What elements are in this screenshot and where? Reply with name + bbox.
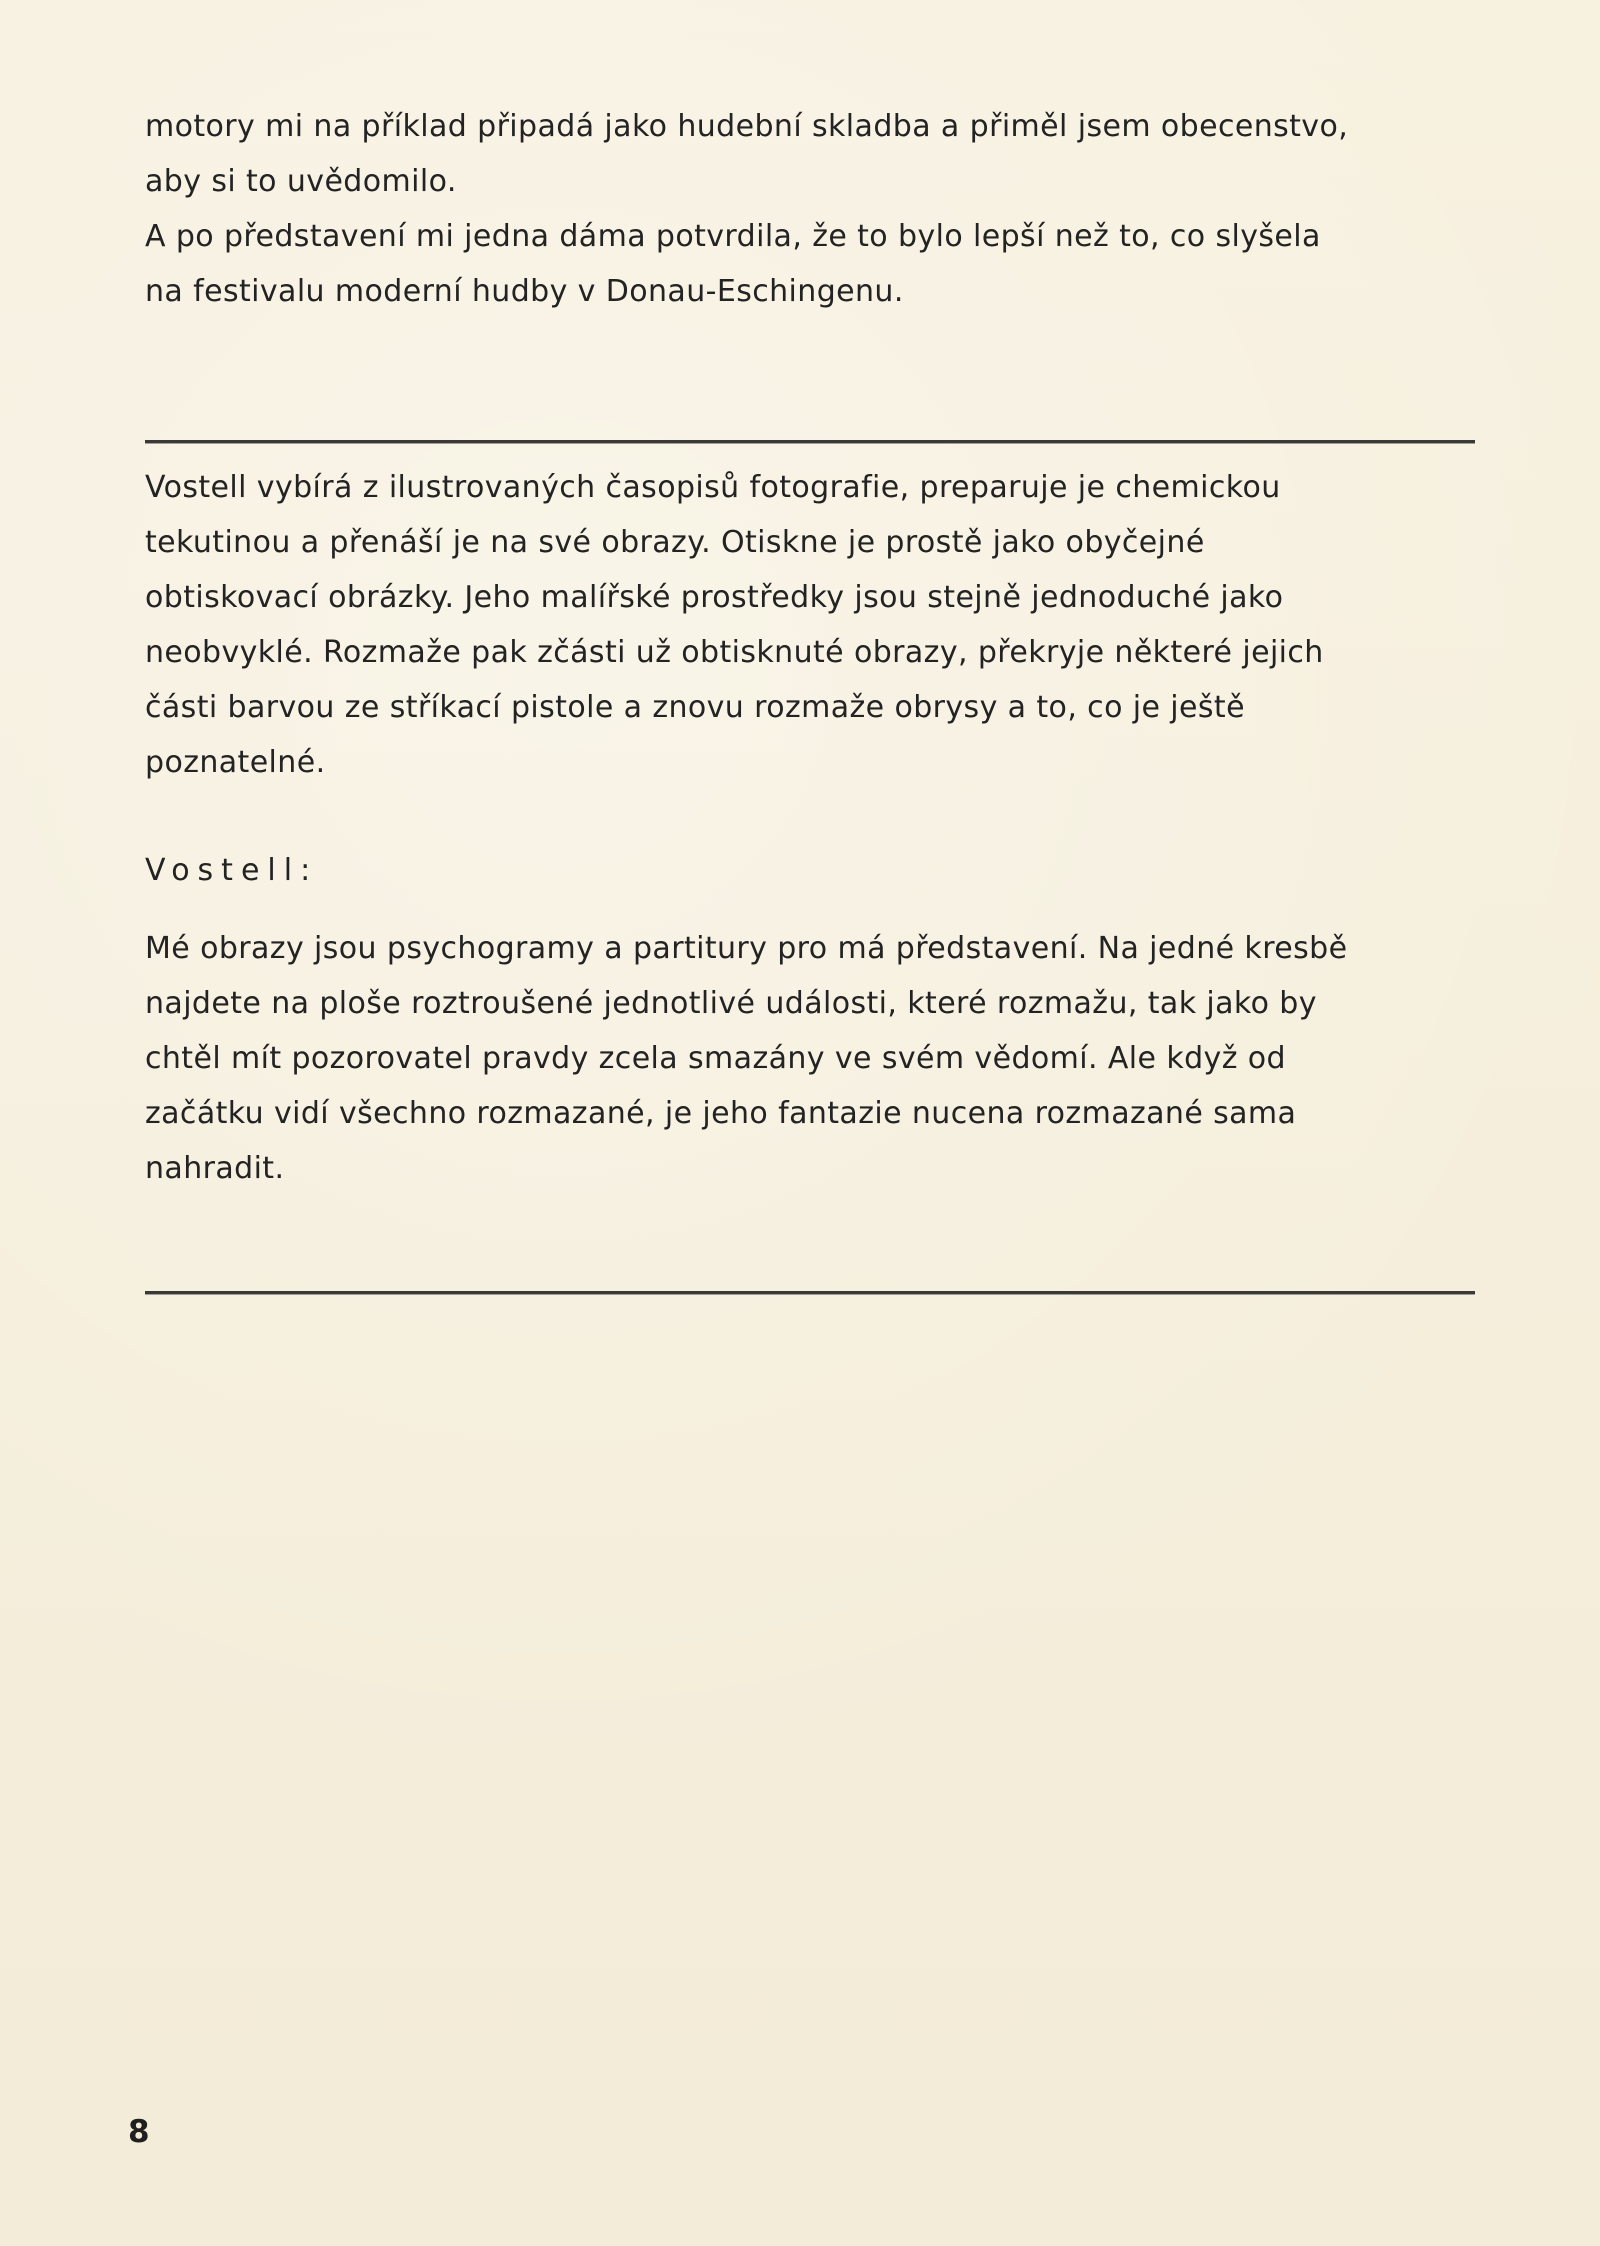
- description-line-4: neobvyklé. Rozmaže pak zčásti už obtisknuté obrazy, překryje některé jejich: [145, 635, 1324, 670]
- description-line-5: části barvou ze stříkací pistole a znovu rozmaže obrysy a to, co je ještě: [145, 690, 1245, 725]
- speaker-label: Vostell:: [145, 853, 319, 888]
- section-divider-top: [145, 440, 1475, 444]
- page-number: 8: [128, 2114, 150, 2150]
- opening-paragraph: [145, 99, 1475, 319]
- opening-line-4: na festivalu moderní hudby v Donau-Eschingenu.: [145, 274, 904, 309]
- opening-line-1: motory mi na příklad připadá jako hudební skladba a přiměl jsem obecenstvo,: [145, 109, 1349, 144]
- description-line-6: poznatelné.: [145, 745, 326, 780]
- quote-line-2: najdete na ploše roztroušené jednotlivé události, které rozmažu, tak jako by: [145, 986, 1317, 1021]
- vostell-quote-paragraph: [145, 921, 1475, 1196]
- quote-line-5: nahradit.: [145, 1151, 285, 1186]
- quote-line-3: chtěl mít pozorovatel pravdy zcela smazány ve svém vědomí. Ale když od: [145, 1041, 1286, 1076]
- description-line-2: tekutinou a přenáší je na své obrazy. Otiskne je prostě jako obyčejné: [145, 525, 1205, 560]
- section-divider-bottom: [145, 1291, 1475, 1295]
- opening-line-3: A po představení mi jedna dáma potvrdila, že to bylo lepší než to, co slyšela: [145, 219, 1321, 254]
- quote-line-4: začátku vidí všechno rozmazané, je jeho fantazie nucena rozmazané sama: [145, 1096, 1297, 1131]
- quote-line-1: Mé obrazy jsou psychogramy a partitury pro má představení. Na jedné kresbě: [145, 931, 1348, 966]
- description-line-3: obtiskovací obrázky. Jeho malířské prostředky jsou stejně jednoduché jako: [145, 580, 1284, 615]
- opening-line-2: aby si to uvědomilo.: [145, 164, 457, 199]
- vostell-description-paragraph: [145, 460, 1475, 790]
- description-line-1: Vostell vybírá z ilustrovaných časopisů fotografie, preparuje je chemickou: [145, 470, 1281, 505]
